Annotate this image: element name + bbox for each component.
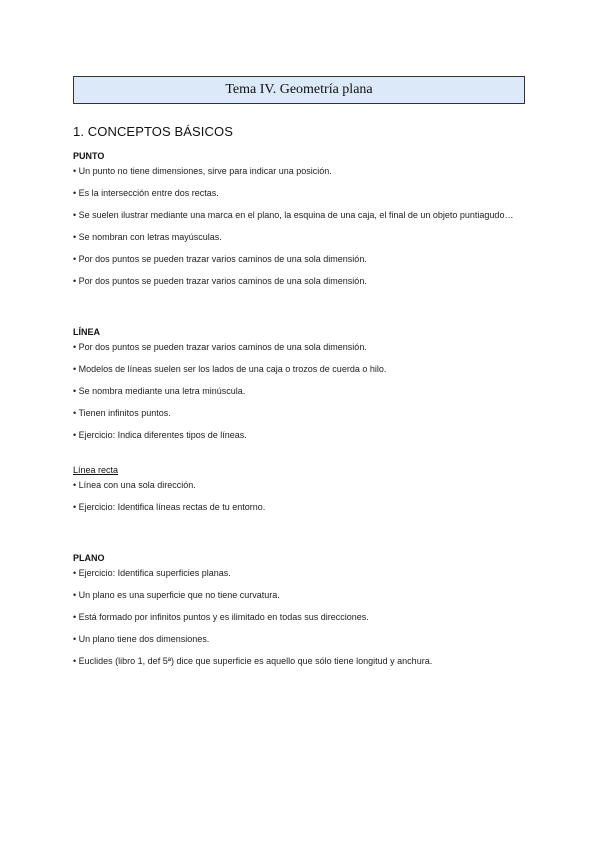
punto-section (73, 150, 529, 288)
linea-item: • Por dos puntos se pueden trazar varios caminos de una sola dimensión. (73, 342, 367, 352)
punto-item: • Un punto no tiene dimensiones, sirve para indicar una posición. (73, 166, 332, 176)
plano-item: • Un plano es una superficie que no tiene curvatura. (73, 590, 280, 600)
linea-recta-heading: Línea recta (73, 465, 119, 475)
linea-heading: LÍNEA (73, 327, 100, 337)
linea-recta-section (73, 464, 529, 514)
linea-item: • Tienen infinitos puntos. (73, 408, 171, 418)
linea-recta-item: • Ejercicio: Identifica líneas rectas de tu entorno. (73, 502, 266, 512)
punto-item: • Por dos puntos se pueden trazar varios caminos de una sola dimensión. (73, 276, 367, 286)
punto-item: • Por dos puntos se pueden trazar varios caminos de una sola dimensión. (73, 254, 367, 264)
spacer (73, 450, 529, 464)
section-heading: 1. CONCEPTOS BÁSICOS (73, 124, 233, 139)
punto-item: • Es la intersección entre dos rectas. (73, 188, 219, 198)
document-title: Tema IV. Geometría plana (225, 82, 373, 97)
punto-item: • Se suelen ilustrar mediante una marca en el plano, la esquina de una caja, el final de un objeto puntiagudo… (73, 210, 514, 220)
title-box (73, 76, 525, 104)
punto-heading: PUNTO (73, 151, 105, 161)
linea-item: • Ejercicio: Indica diferentes tipos de líneas. (73, 430, 247, 440)
plano-heading: PLANO (73, 553, 105, 563)
document-content (73, 150, 529, 676)
plano-section (73, 552, 529, 668)
linea-item: • Se nombra mediante una letra minúscula. (73, 386, 246, 396)
plano-item: • Ejercicio: Identifica superficies planas. (73, 568, 231, 578)
linea-recta-item: • Línea con una sola dirección. (73, 480, 196, 490)
punto-item: • Se nombran con letras mayúsculas. (73, 232, 222, 242)
spacer (73, 296, 529, 326)
linea-section (73, 326, 529, 442)
plano-item: • Un plano tiene dos dimensiones. (73, 634, 210, 644)
spacer (73, 522, 529, 552)
linea-item: • Modelos de líneas suelen ser los lados de una caja o trozos de cuerda o hilo. (73, 364, 387, 374)
plano-item: • Está formado por infinitos puntos y es ilimitado en todas sus direcciones. (73, 612, 369, 622)
plano-item: • Euclides (libro 1, def 5ª) dice que superficie es aquello que sólo tiene longitud y anchura. (73, 656, 433, 666)
